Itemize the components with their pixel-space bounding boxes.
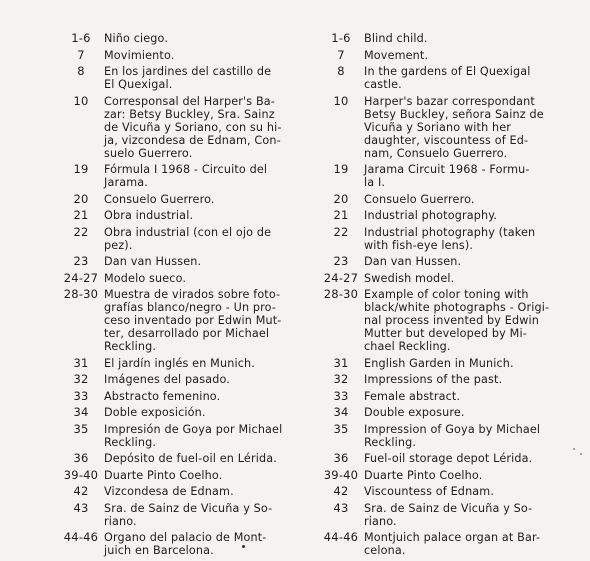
caption-text bbox=[364, 49, 580, 62]
caption-text bbox=[364, 32, 580, 45]
caption-line: Harper's bazar correspondant bbox=[364, 94, 535, 108]
plate-number: 43 bbox=[333, 500, 349, 515]
caption-line: daughter, viscountess of Ed- bbox=[364, 133, 529, 147]
plate-number: 10 bbox=[73, 93, 89, 108]
caption-line: Consuelo Guerrero. bbox=[104, 192, 215, 206]
caption-line: Industrial photography. bbox=[364, 209, 498, 222]
plate-number: 23 bbox=[333, 254, 349, 268]
caption-entry bbox=[58, 423, 298, 449]
caption-line: Vizcondesa de Ednam. bbox=[104, 485, 234, 498]
caption-entry bbox=[318, 502, 580, 528]
caption-line: Dan van Hussen. bbox=[104, 255, 202, 268]
caption-line: In the gardens of El Quexigal bbox=[364, 65, 531, 78]
caption-text bbox=[104, 209, 298, 222]
spanish-caption-column bbox=[58, 32, 298, 561]
caption-entry bbox=[318, 65, 580, 91]
caption-line: Viscountess of Ednam. bbox=[364, 485, 495, 498]
caption-line: Corresponsal del Harper's Ba- bbox=[104, 94, 275, 108]
caption-line: de Vicuña y Soriano, con su hi- bbox=[104, 120, 282, 134]
caption-line: ceso inventado por Edwin Mut- bbox=[104, 314, 282, 327]
plate-number: 39-40 bbox=[323, 467, 359, 482]
caption-line: castle. bbox=[364, 78, 402, 91]
caption-line: with fish-eye lens). bbox=[364, 238, 474, 252]
caption-line: black/white photographs - Origi- bbox=[364, 301, 550, 314]
caption-line: Imágenes del pasado. bbox=[104, 373, 230, 386]
caption-line: Fórmula I 1968 - Circuito del bbox=[104, 163, 268, 176]
caption-text bbox=[104, 390, 298, 403]
caption-entry bbox=[318, 226, 580, 252]
plate-number: 39-40 bbox=[63, 467, 99, 482]
caption-line: la I. bbox=[364, 176, 386, 189]
plate-number: 24-27 bbox=[63, 270, 99, 285]
caption-text bbox=[364, 469, 580, 482]
caption-line: Sra. de Sainz de Vicuña y So- bbox=[104, 501, 273, 515]
print-speck bbox=[573, 448, 575, 450]
plate-number: 33 bbox=[333, 388, 349, 403]
plate-number: 10 bbox=[333, 93, 349, 108]
caption-line: juich en Barcelona. bbox=[104, 544, 214, 557]
caption-text bbox=[364, 272, 580, 285]
caption-line: riano. bbox=[104, 514, 137, 528]
caption-line: Impresión de Goya por Michael bbox=[104, 422, 283, 436]
caption-text bbox=[104, 272, 298, 285]
caption-text bbox=[364, 163, 580, 189]
caption-line: Modelo sueco. bbox=[104, 271, 187, 285]
caption-line: celona. bbox=[364, 544, 406, 557]
caption-line: Montjuich palace organ at Bar- bbox=[364, 531, 541, 544]
caption-line: ja, vizcondesa de Ednam, Con- bbox=[104, 133, 281, 147]
caption-entry bbox=[318, 452, 580, 465]
caption-line: suelo Guerrero. bbox=[104, 146, 193, 160]
caption-text bbox=[364, 390, 580, 403]
caption-text bbox=[364, 255, 580, 268]
caption-line: Sra. de Sainz de Vicuña y So- bbox=[364, 501, 533, 515]
caption-entry bbox=[58, 469, 298, 482]
caption-entry bbox=[58, 373, 298, 386]
caption-entry bbox=[58, 255, 298, 268]
page-dot-mark bbox=[242, 545, 245, 548]
plate-number: 28-30 bbox=[63, 287, 99, 301]
caption-line: Vicuña y Soriano with her bbox=[364, 120, 512, 134]
caption-text bbox=[364, 95, 580, 160]
caption-entry bbox=[318, 32, 580, 45]
plate-number: 19 bbox=[333, 162, 349, 176]
caption-text bbox=[104, 288, 298, 353]
caption-text bbox=[364, 531, 580, 557]
caption-text bbox=[104, 452, 298, 465]
plate-number: 44-46 bbox=[63, 530, 99, 544]
caption-entry bbox=[318, 406, 580, 419]
plate-number: 8 bbox=[77, 64, 85, 78]
caption-entry bbox=[58, 272, 298, 285]
plate-number: 36 bbox=[333, 451, 349, 465]
caption-entry bbox=[318, 163, 580, 189]
plate-number: 43 bbox=[73, 500, 89, 515]
caption-entry bbox=[318, 255, 580, 268]
caption-text bbox=[364, 226, 580, 252]
plate-number: 24-27 bbox=[323, 270, 359, 285]
plate-number: 31 bbox=[333, 355, 349, 370]
caption-entry bbox=[318, 390, 580, 403]
caption-entry bbox=[58, 226, 298, 252]
caption-text bbox=[104, 95, 298, 160]
caption-text bbox=[364, 452, 580, 465]
caption-line: Example of color toning with bbox=[364, 288, 529, 301]
caption-line: Dan van Hussen. bbox=[364, 255, 462, 268]
caption-entry bbox=[58, 95, 298, 160]
plate-number: 35 bbox=[73, 421, 89, 436]
caption-line: Obra industrial. bbox=[104, 209, 194, 222]
caption-entry bbox=[318, 469, 580, 482]
plate-number: 21 bbox=[333, 208, 349, 222]
caption-text bbox=[364, 65, 580, 91]
caption-line: El Quexigal. bbox=[104, 78, 173, 91]
caption-entry bbox=[318, 209, 580, 222]
caption-entry bbox=[58, 485, 298, 498]
caption-line: Double exposure. bbox=[364, 406, 465, 419]
plate-number: 36 bbox=[73, 451, 89, 465]
caption-line: Organo del palacio de Mont- bbox=[104, 531, 267, 544]
plate-number: 1-6 bbox=[331, 31, 351, 45]
plate-number: 31 bbox=[73, 355, 89, 370]
plate-number: 20 bbox=[333, 191, 349, 206]
english-caption-column bbox=[318, 32, 580, 561]
plate-number: 35 bbox=[333, 421, 349, 436]
caption-entry bbox=[318, 49, 580, 62]
plate-number: 33 bbox=[73, 388, 89, 403]
caption-text bbox=[364, 406, 580, 419]
caption-text bbox=[364, 373, 580, 386]
caption-entry bbox=[58, 288, 298, 353]
caption-line: En los jardines del castillo de bbox=[104, 65, 272, 78]
caption-entry bbox=[58, 163, 298, 189]
caption-text bbox=[104, 502, 298, 528]
caption-line: Muestra de virados sobre foto- bbox=[104, 288, 281, 301]
caption-text bbox=[104, 423, 298, 449]
caption-line: Movement. bbox=[364, 48, 429, 62]
plate-number: 22 bbox=[73, 224, 89, 239]
caption-entry bbox=[58, 65, 298, 91]
caption-line: grafías blanco/negro - Un pro- bbox=[104, 301, 277, 314]
caption-line: Fuel-oil storage depot Lérida. bbox=[364, 452, 533, 465]
caption-line: Reckling. bbox=[104, 340, 157, 353]
plate-number: 8 bbox=[337, 64, 345, 78]
caption-line: chael Reckling. bbox=[364, 340, 451, 353]
caption-line: Niño ciego. bbox=[104, 32, 169, 45]
caption-text bbox=[104, 226, 298, 252]
caption-line: Duarte Pinto Coelho. bbox=[364, 468, 483, 482]
plate-number: 28-30 bbox=[323, 287, 359, 301]
print-speck bbox=[580, 453, 582, 455]
caption-entry bbox=[318, 288, 580, 353]
caption-line: zar: Betsy Buckley, Sra. Sainz bbox=[104, 107, 275, 121]
caption-text bbox=[364, 288, 580, 353]
caption-entry bbox=[58, 531, 298, 557]
plate-number: 34 bbox=[333, 405, 349, 419]
plate-number: 44-46 bbox=[323, 530, 359, 544]
caption-text bbox=[104, 469, 298, 482]
caption-line: Consuelo Guerrero. bbox=[364, 192, 475, 206]
caption-text bbox=[104, 163, 298, 189]
caption-entry bbox=[58, 390, 298, 403]
caption-entry bbox=[318, 485, 580, 498]
caption-line: Doble exposición. bbox=[104, 406, 206, 419]
caption-text bbox=[364, 209, 580, 222]
caption-entry bbox=[58, 32, 298, 45]
caption-line: Impressions of the past. bbox=[364, 373, 503, 386]
caption-text bbox=[104, 406, 298, 419]
caption-entry bbox=[58, 406, 298, 419]
caption-line: Mutter but developed by Mi- bbox=[364, 327, 527, 340]
caption-text bbox=[104, 49, 298, 62]
caption-line: Reckling. bbox=[364, 435, 417, 449]
caption-line: Abstracto femenino. bbox=[104, 389, 221, 403]
caption-text bbox=[364, 485, 580, 498]
caption-line: Jarama Circuit 1968 - Formu- bbox=[364, 163, 530, 176]
caption-text bbox=[104, 255, 298, 268]
caption-entry bbox=[58, 452, 298, 465]
caption-line: Movimiento. bbox=[104, 48, 175, 62]
caption-line: Reckling. bbox=[104, 435, 157, 449]
caption-line: Industrial photography (taken bbox=[364, 225, 536, 239]
caption-text bbox=[104, 65, 298, 91]
plate-number: 19 bbox=[73, 162, 89, 176]
plate-number: 21 bbox=[73, 208, 89, 222]
caption-text bbox=[104, 32, 298, 45]
caption-text bbox=[104, 485, 298, 498]
caption-entry bbox=[318, 95, 580, 160]
caption-line: nal process invented by Edwin bbox=[364, 314, 540, 327]
caption-text bbox=[364, 193, 580, 206]
caption-line: pez). bbox=[104, 238, 133, 252]
plate-number: 7 bbox=[337, 47, 345, 62]
caption-line: Impression of Goya by Michael bbox=[364, 422, 541, 436]
caption-text bbox=[104, 357, 298, 370]
plate-number: 34 bbox=[73, 405, 89, 419]
caption-entry bbox=[318, 423, 580, 449]
caption-line: Obra industrial (con el ojo de bbox=[104, 225, 272, 239]
caption-entry bbox=[318, 531, 580, 557]
plate-number: 42 bbox=[333, 484, 349, 498]
caption-line: Jarama. bbox=[104, 176, 148, 189]
caption-entry bbox=[318, 193, 580, 206]
caption-line: ter, desarrollado por Michael bbox=[104, 327, 270, 340]
caption-entry bbox=[58, 209, 298, 222]
caption-text bbox=[104, 373, 298, 386]
caption-entry bbox=[318, 272, 580, 285]
caption-entry bbox=[58, 49, 298, 62]
plate-number: 20 bbox=[73, 191, 89, 206]
plate-number: 1-6 bbox=[71, 31, 91, 45]
caption-entry bbox=[58, 357, 298, 370]
caption-entry bbox=[318, 357, 580, 370]
plate-number: 23 bbox=[73, 254, 89, 268]
caption-entry bbox=[318, 373, 580, 386]
plate-number: 32 bbox=[333, 372, 349, 386]
caption-text bbox=[104, 193, 298, 206]
caption-entry bbox=[58, 193, 298, 206]
caption-text bbox=[364, 502, 580, 528]
caption-text bbox=[104, 531, 298, 557]
caption-line: Depósito de fuel-oil en Lérida. bbox=[104, 452, 277, 465]
caption-line: Female abstract. bbox=[364, 389, 461, 403]
caption-line: nam, Consuelo Guerrero. bbox=[364, 146, 508, 160]
caption-text bbox=[364, 423, 580, 449]
caption-line: Swedish model. bbox=[364, 271, 455, 285]
plate-number: 7 bbox=[77, 47, 85, 62]
caption-line: English Garden in Munich. bbox=[364, 356, 514, 370]
plate-number: 22 bbox=[333, 224, 349, 239]
caption-line: El jardín inglés en Munich. bbox=[104, 356, 255, 370]
plate-number: 42 bbox=[73, 484, 89, 498]
caption-line: Betsy Buckley, señora Sainz de bbox=[364, 107, 544, 121]
caption-line: Blind child. bbox=[364, 32, 428, 45]
plate-number: 32 bbox=[73, 372, 89, 386]
caption-line: riano. bbox=[364, 514, 397, 528]
caption-entry bbox=[58, 502, 298, 528]
caption-text bbox=[364, 357, 580, 370]
caption-line: Duarte Pinto Coelho. bbox=[104, 468, 223, 482]
